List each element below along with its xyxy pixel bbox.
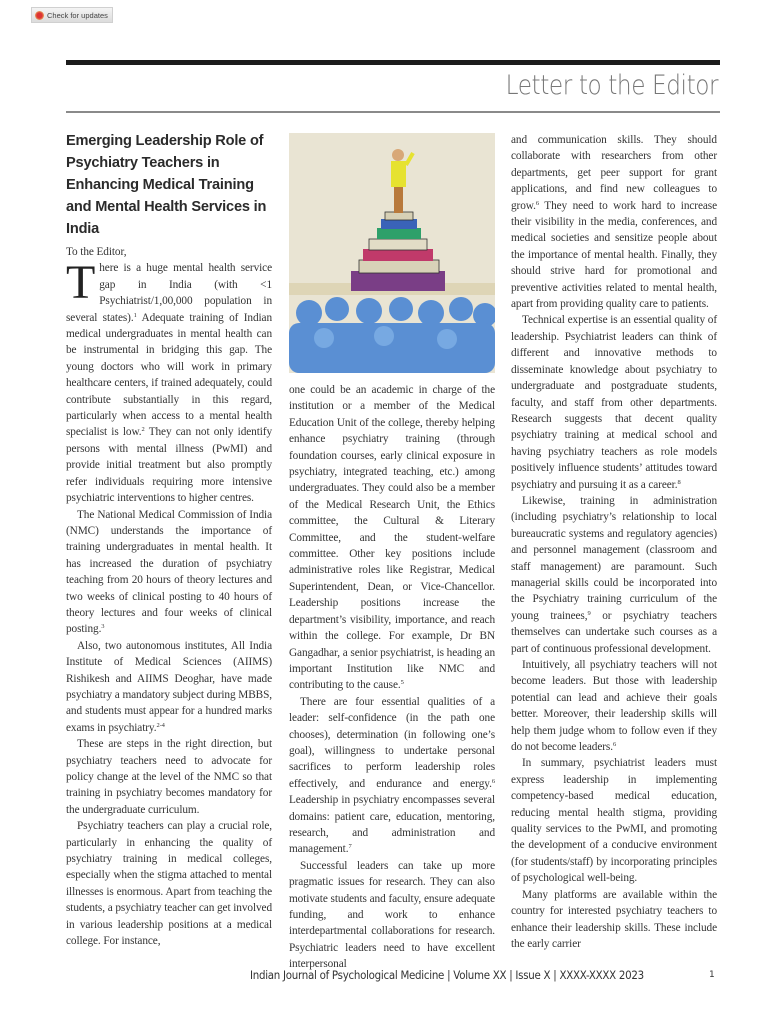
drop-cap: T — [66, 256, 96, 310]
citation-ref[interactable]: 6 — [612, 741, 617, 749]
citation-ref[interactable]: 2 — [141, 426, 145, 434]
body-paragraph — [511, 493, 717, 657]
salutation: To the Editor, — [66, 246, 127, 258]
body-paragraph — [511, 887, 717, 953]
citation-ref[interactable]: 6 — [535, 199, 539, 207]
section-title: Letter to the Editor — [505, 70, 718, 101]
header-subrule — [66, 111, 720, 113]
column-3 — [511, 132, 717, 952]
text-run: Likewise, training in administration (including psychiatry’s relationship to local bureaucratic systems and regulatory agencies) and personnel management (classroom and staff management) are paramount. Such managerial skills could be incorporated into the Psychiatry training curriculum of the young trainees, — [511, 494, 717, 622]
citation-ref[interactable]: 8 — [677, 478, 681, 486]
body-paragraph — [511, 312, 717, 492]
text-run: here is a huge mental health service gap in India (with <1 Psychiatrist/1,00,000 population in several states). — [66, 262, 272, 324]
text-run: There are four essential qualities of a leader: self-confidence (in the path one chooses), determination (in following one’s goal), willingness to undertake personal sacrifices to perform leadership roles effectively, and endurance and energy. — [289, 695, 495, 790]
body-paragraph — [511, 657, 717, 755]
check-for-updates-label: Check for updates — [47, 10, 108, 20]
leader-on-books-illustration — [289, 133, 495, 373]
journal-footer: Indian Journal of Psychological Medicine | Volume XX | Issue X | XXXX-XXXX 2023 — [250, 968, 644, 982]
text-run: Technical expertise is an essential quality of leadership. Psychiatrist leaders can think of different and innovative methods to disseminate knowledge about psychiatry to undergraduate and postgraduate students, faculty, and staff from other departments. Research suggests that decent quality psychiatry training at medical school and having psychiatry teachers as role models positively influence students’ attitudes toward psychiatry and pursuing it as a career. — [511, 314, 717, 491]
text-run: They need to work hard to increase their visibility in the media, conferences, and medical societies and sensitize people about the importance of mental health. Finally, they should strive hard for promotional and preventive activities related to mental health, apart from providing quality care to patients. — [511, 199, 717, 311]
body-paragraph — [66, 736, 272, 818]
column-2 — [289, 382, 495, 973]
citation-ref[interactable]: 6 — [491, 777, 495, 785]
body-paragraph — [289, 382, 495, 694]
body-paragraph — [511, 755, 717, 886]
body-paragraph — [511, 132, 717, 312]
citation-ref[interactable]: 3 — [101, 623, 105, 631]
body-paragraph — [66, 818, 272, 949]
text-run: or psychiatry teachers themselves can undertake such courses as a part of continuous professional development. — [511, 609, 717, 655]
text-run: The National Medical Commission of India (NMC) understands the importance of training undergraduates in mental health. It has increased the duration of psychiatry teaching from 20 hours of theory lectures and two weeks of clinical posting to 40 hours of theory lectures and four weeks of clinical posting. — [66, 508, 272, 636]
text-run: and communication skills. They should collaborate with researchers from other departments, get peer support for grant applications, and find new colleagues to grow. — [511, 134, 717, 212]
text-run: Psychiatry teachers can play a crucial role, particularly in enhancing the quality of psychiatry training in medical colleges, especially when the stigma attached to mental illnesses is enormous. Apart from teaching the students, a psychiatry teacher can get involved in various leadership positions at a medical college. For instance, — [66, 820, 272, 948]
text-run: Also, two autonomous institutes, All India Institute of Medical Sciences (AIIMS) Rishikesh and AIIMS Deoghar, have made psychiatry a mandatory subject during MBBS, and students must appear for a hundred marks exams in psychiatry. — [66, 639, 272, 734]
body-paragraph — [289, 858, 495, 973]
article-title: Emerging Leadership Role of Psychiatry Teachers in Enhancing Medical Training and Mental Health Services in India — [66, 133, 267, 237]
text-run: In summary, psychiatrist leaders must express leadership in implementing competency-based medical education, reducing mental health stigma, providing quality services to the PwMI, and promoting the development of a conducive environment (for students/staff) by incorporating principles of psychological well-being. — [511, 757, 717, 885]
text-run: Many platforms are available within the country for interested psychiatry teachers to enhance their leadership skills. These include the early carrier — [511, 888, 717, 950]
body-paragraph — [66, 256, 272, 506]
page-number: 1 — [709, 970, 715, 980]
check-for-updates-button[interactable] — [31, 7, 113, 23]
body-paragraph — [66, 638, 272, 736]
header-rule — [66, 60, 720, 65]
text-run: one could be an academic in charge of the institution or a member of the Medical Education Unit of the college, thereby helping enhance psychiatry training (through foundation courses, early clinical exposure in psychiatry, integrated teaching, etc.) among undergraduates. They could also be a member of the Medical Research Unit, the Ethics committee, the Cultural & Literary Committee, and the student-welfare committee. Other key positions include administrative roles like Registrar, Medical Superintendent, Dean, or Vice-Chancellor. Leadership positions increase the department’s visibility, importance, and reach within the college. For example, Dr BN Gangadhar, a senior psychiatrist, is heading an important Institution like NMC and contributing to the cause. — [289, 384, 495, 692]
text-run: Intuitively, all psychiatry teachers will not become leaders. But those with leadership potential can lead and achieve their goals better. Moreover, their leadership skills will help them judge whom to follow even if they do not become leaders. — [511, 659, 717, 754]
citation-ref[interactable]: 5 — [400, 679, 404, 687]
text-run: Successful leaders can take up more pragmatic issues for research. They can also motivate students and faculty, ensure adequate funding, and work to enhance interdepartmental collaborations for research. Psychiatric leaders need to have excellent interpersonal — [289, 859, 495, 971]
column-1 — [66, 244, 272, 949]
text-run: Leadership in psychiatry encompasses several domains: patient care, education, mentoring, research, and administration and management. — [289, 794, 495, 856]
crossmark-icon — [35, 11, 44, 20]
book — [351, 271, 445, 291]
citation-ref[interactable]: 9 — [587, 609, 591, 617]
text-run: They can not only identify persons with mental illness (PwMI) and provide initial treatment but also promptly refer individuals requiring more intensive psychiatric interventions to higher centres. — [66, 426, 272, 505]
text-run: Adequate training of Indian medical undergraduates in mental health can be instrumental in bridging this gap. The young doctors who will work in primary healthcare centers, if trained adequately, could contribute substantially in this regard, particularly when access to a mental health specialist is low. — [66, 311, 272, 439]
citation-ref[interactable]: 2-4 — [156, 721, 165, 729]
citation-ref[interactable]: 7 — [348, 843, 352, 851]
text-run: These are steps in the right direction, but psychiatry teachers need to advocate for policy change at the level of the NMC so that training in psychiatry becomes mandatory for the undergraduate curriculum. — [66, 738, 272, 816]
body-paragraph — [66, 507, 272, 638]
body-paragraph — [289, 694, 495, 858]
citation-ref[interactable]: 1 — [133, 311, 137, 319]
